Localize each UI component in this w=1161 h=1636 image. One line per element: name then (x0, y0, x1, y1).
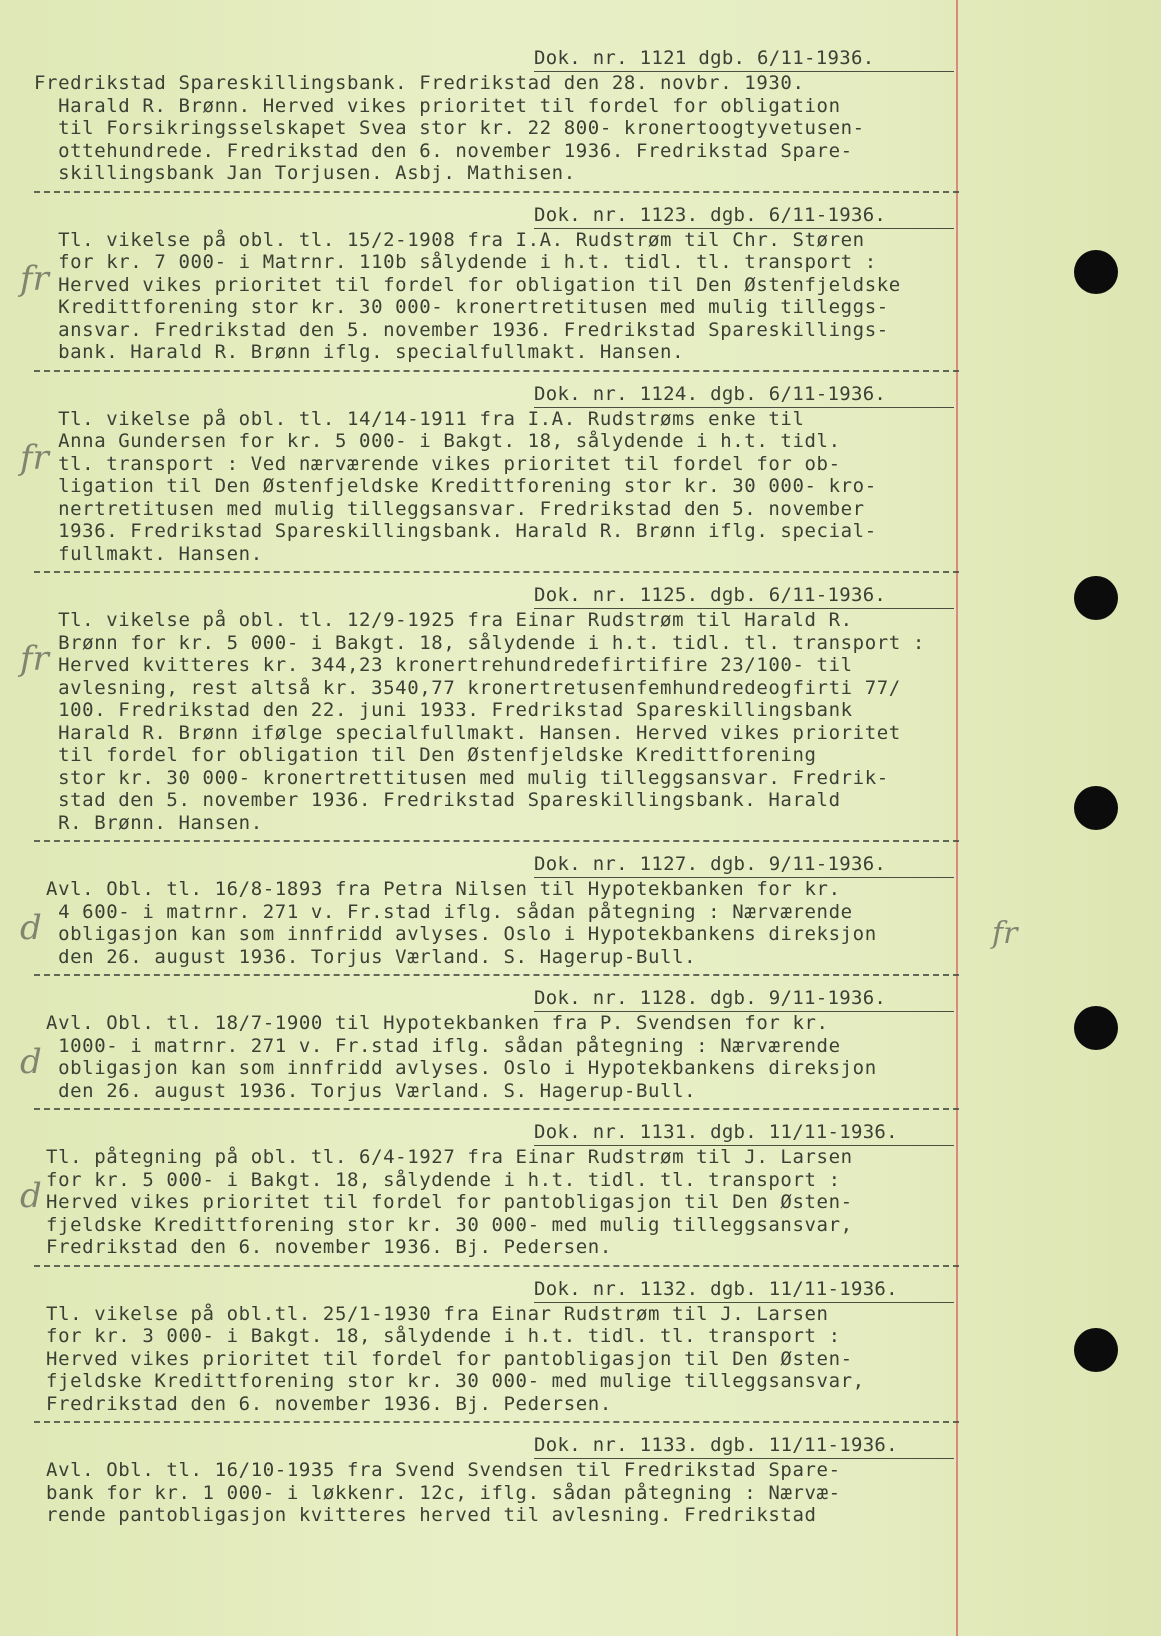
entry-text-line: fullmakt. Hansen. (34, 542, 263, 565)
register-entry (34, 48, 994, 193)
entry-separator-rule (34, 840, 959, 842)
document-number-header: Dok. nr. 1125. dgb. 6/11-1936. (534, 585, 954, 609)
entry-text-line: nertretitusen med mulig tilleggsansvar. Fredrikstad den 5. november (34, 497, 865, 520)
entry-text-line: Brønn for kr. 5 000- i Bakgt. 18, sålydende i h.t. tidl. tl. transport : (34, 631, 925, 654)
entry-text-line: 1000- i matrnr. 271 v. Fr.stad iflg. sådan påtegning : Nærværende (34, 1034, 841, 1057)
margin-handwritten-mark: d (20, 1042, 42, 1082)
entry-text-line: Tl. vikelse på obl. tl. 15/2-1908 fra I.A. Rudstrøm til Chr. Støren (34, 228, 865, 251)
document-number-header: Dok. nr. 1121 dgb. 6/11-1936. (534, 48, 954, 72)
entry-text-line: fjeldske Kredittforening stor kr. 30 000- med mulige tilleggsansvar, (34, 1370, 865, 1392)
register-entries (20, 47, 1018, 1527)
register-entry (20, 203, 994, 372)
register-entry (20, 853, 1018, 976)
document-number-header: Dok. nr. 1132. dgb. 11/11-1936. (534, 1279, 954, 1303)
entry-separator-rule (34, 571, 959, 573)
entry-text-line: Harald R. Brønn. Herved vikes prioritet til fordel for obligation (34, 94, 841, 117)
entry-separator-rule (34, 370, 959, 372)
entry-text-line: for kr. 3 000- i Bakgt. 18, sålydende i h.t. tidl. tl. transport : (34, 1325, 841, 1347)
right-handwritten-mark: fr (992, 916, 1018, 951)
entry-text-line: Tl. vikelse på obl.tl. 25/1-1930 fra Einar Rudstrøm til J. Larsen (34, 1302, 829, 1325)
entry-text-line: Harald R. Brønn ifølge specialfullmakt. Hansen. Herved vikes prioritet (34, 721, 901, 744)
document-number-header: Dok. nr. 1123. dgb. 6/11-1936. (534, 205, 954, 229)
entry-text-line: 1936. Fredrikstad Spareskillingsbank. Harald R. Brønn iflg. special- (34, 520, 877, 542)
margin-handwritten-mark: d (20, 1176, 42, 1216)
register-entry (34, 1279, 994, 1424)
entry-text-line: Fredrikstad den 6. november 1936. Bj. Pedersen. (34, 1392, 612, 1415)
punch-hole-5 (1074, 1328, 1118, 1372)
document-number-header: Dok. nr. 1128. dgb. 9/11-1936. (534, 988, 954, 1012)
entry-text-line: for kr. 7 000- i Matrnr. 110b sålydende i h.t. tidl. tl. transport : (34, 251, 877, 273)
register-entry (20, 987, 994, 1110)
entry-separator-rule (34, 1421, 959, 1423)
entry-text-line: Tl. påtegning på obl. tl. 6/4-1927 fra Einar Rudstrøm til J. Larsen (34, 1146, 853, 1168)
register-entry (20, 1121, 994, 1267)
entry-text-line: 4 600- i matrnr. 271 v. Fr.stad iflg. sådan påtegning : Nærværende (34, 900, 853, 923)
margin-handwritten-mark: fr (20, 258, 49, 299)
entry-text-line: Tl. vikelse på obl. tl. 14/14-1911 fra I.A. Rudstrøms enke til (34, 407, 805, 430)
register-entry (20, 584, 994, 842)
register-entry (20, 382, 994, 574)
entry-text-line: ansvar. Fredrikstad den 5. november 1936. Fredrikstad Spareskillings- (34, 318, 889, 341)
entry-text-line: avlesning, rest altså kr. 3540,77 kronertretusenfemhundredeogfirti 77/ (34, 676, 901, 699)
entry-text-line: for kr. 5 000- i Bakgt. 18, sålydende i h.t. tidl. tl. transport : (34, 1168, 841, 1191)
entry-text-line: 100. Fredrikstad den 22. juni 1933. Fredrikstad Spareskillingsbank (34, 699, 853, 721)
entry-text-line: Tl. vikelse på obl. tl. 12/9-1925 fra Einar Rudstrøm til Harald R. (34, 609, 853, 631)
entry-separator-rule (34, 974, 959, 976)
punch-hole-1 (1074, 250, 1118, 294)
entry-text-line: stor kr. 30 000- kronertrettitusen med mulig tilleggsansvar. Fredrik- (34, 766, 889, 789)
entry-text-line: fjeldske Kredittforening stor kr. 30 000- med mulig tilleggsansvar, (34, 1213, 853, 1236)
entry-text-line: Avl. Obl. tl. 18/7-1900 til Hypotekbanken fra P. Svendsen for kr. (34, 1012, 829, 1034)
entry-separator-rule (34, 1108, 959, 1110)
entry-text-line: Avl. Obl. tl. 16/8-1893 fra Petra Nilsen til Hypotekbanken for kr. (34, 878, 841, 900)
document-number-header: Dok. nr. 1133. dgb. 11/11-1936. (534, 1435, 954, 1459)
punch-hole-4 (1074, 1006, 1118, 1050)
entry-text-line: Herved kvitteres kr. 344,23 kronertrehundredefirtifire 23/100- til (34, 654, 853, 676)
entry-text-line: til fordel for obligation til Den Østenfjeldske Kredittforening (34, 744, 817, 766)
entry-text-line: til Forsikringsselskapet Svea stor kr. 22 800- kronertoogtyvetusen- (34, 117, 865, 139)
entry-separator-rule (34, 1265, 959, 1267)
entry-separator-rule (34, 191, 959, 193)
entry-text-line: stad den 5. november 1936. Fredrikstad Spareskillingsbank. Harald (34, 789, 841, 811)
entry-text-line: den 26. august 1936. Torjus Værland. S. Hagerup-Bull. (34, 945, 697, 968)
document-number-header: Dok. nr. 1131. dgb. 11/11-1936. (534, 1122, 954, 1146)
entry-text-line: Herved vikes prioritet til fordel for obligation til Den Østenfjeldske (34, 273, 901, 296)
entry-text-line: rende pantobligasjon kvitteres herved til avlesning. Fredrikstad (34, 1504, 817, 1526)
entry-text-line: obligasjon kan som innfridd avlyses. Oslo i Hypotekbankens direksjon (34, 1057, 877, 1079)
entry-text-line: Avl. Obl. tl. 16/10-1935 fra Svend Svendsen til Fredrikstad Spare- (34, 1459, 841, 1481)
entry-text-line: Fredrikstad Spareskillingsbank. Fredrikstad den 28. novbr. 1930. (34, 72, 805, 94)
margin-handwritten-mark: fr (20, 437, 49, 478)
punch-hole-2 (1074, 576, 1118, 620)
entry-text-line: Herved vikes prioritet til fordel for pantobligasjon til Den Østen- (34, 1347, 853, 1370)
entry-text-line: Herved vikes prioritet til fordel for pantobligasjon til Den Østen- (34, 1191, 853, 1213)
punch-hole-3 (1074, 786, 1118, 830)
entry-text-line: ligation til Den Østenfjeldske Kredittforening stor kr. 30 000- kro- (34, 475, 877, 497)
entry-text-line: Fredrikstad den 6. november 1936. Bj. Pedersen. (34, 1236, 612, 1258)
entry-text-line: den 26. august 1936. Torjus Værland. S. Hagerup-Bull. (34, 1079, 697, 1102)
document-number-header: Dok. nr. 1124. dgb. 6/11-1936. (534, 384, 954, 408)
entry-text-line: R. Brønn. Hansen. (34, 811, 263, 834)
entry-text-line: bank. Harald R. Brønn iflg. specialfullmakt. Hansen. (34, 341, 685, 363)
entry-text-line: skillingsbank Jan Torjusen. Asbj. Mathisen. (34, 162, 576, 184)
margin-handwritten-mark: fr (20, 639, 49, 679)
entry-text-line: ottehundrede. Fredrikstad den 6. november 1936. Fredrikstad Spare- (34, 139, 853, 162)
register-entry (34, 1435, 994, 1527)
entry-text-line: bank for kr. 1 000- i løkkenr. 12c, iflg. sådan påtegning : Nærvæ- (34, 1481, 841, 1504)
document-number-header: Dok. nr. 1127. dgb. 9/11-1936. (534, 854, 954, 878)
entry-text-line: Anna Gundersen for kr. 5 000- i Bakgt. 18, sålydende i h.t. tidl. (34, 430, 841, 452)
entry-text-line: obligasjon kan som innfridd avlyses. Oslo i Hypotekbankens direksjon (34, 923, 877, 945)
entry-text-line: Kredittforening stor kr. 30 000- kronertretitusen med mulig tilleggs- (34, 296, 889, 318)
entry-text-line: tl. transport : Ved nærværende vikes prioritet til fordel for ob- (34, 452, 841, 475)
margin-handwritten-mark: d (20, 908, 42, 948)
